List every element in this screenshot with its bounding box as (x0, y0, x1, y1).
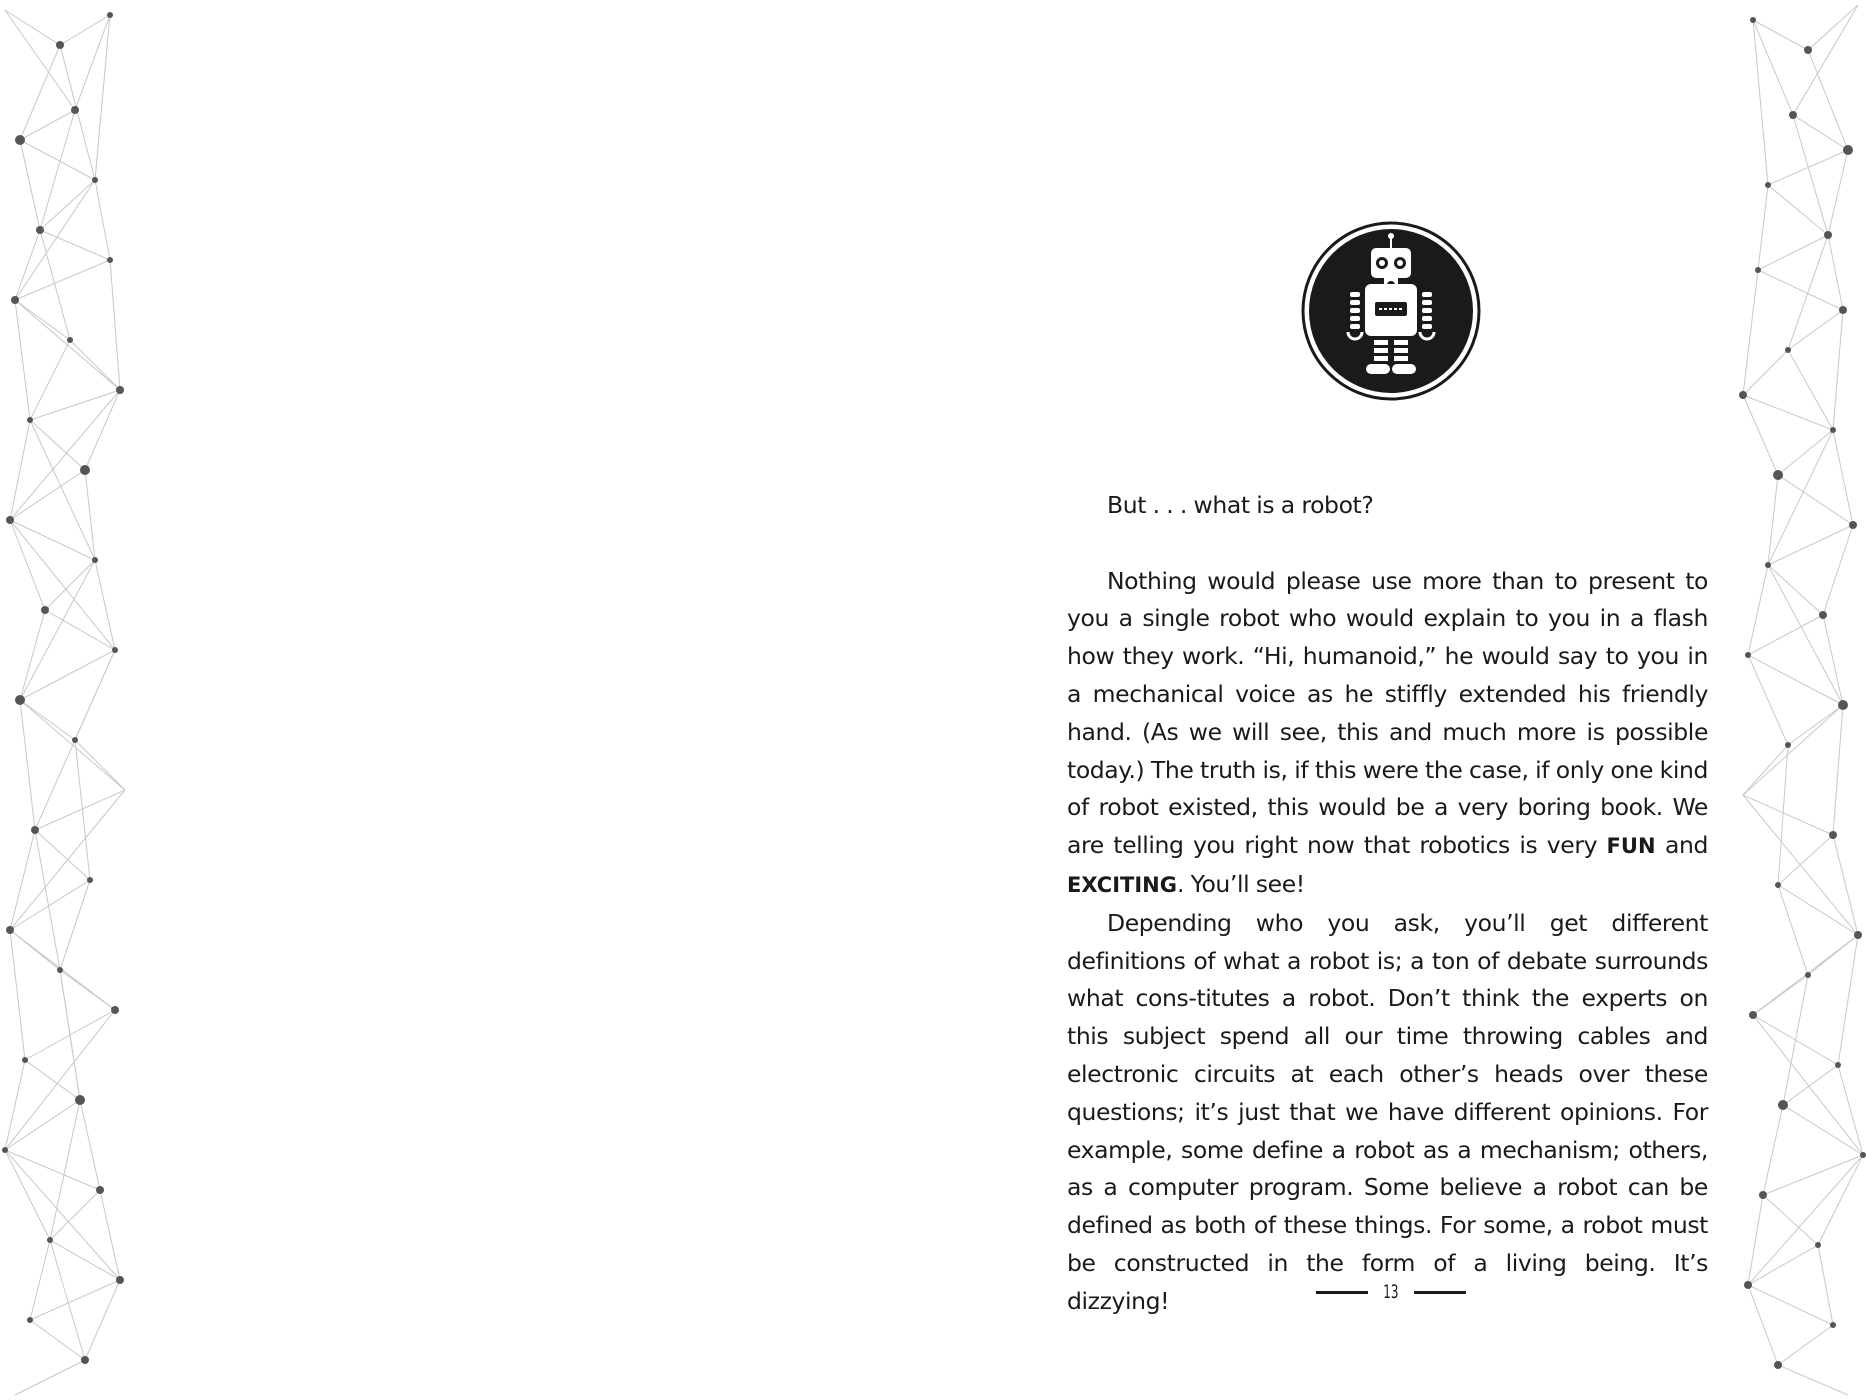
body-text (1067, 487, 1708, 1321)
page-number: 13 (1383, 1281, 1399, 1303)
paragraph-1-part-b: and (1655, 831, 1708, 860)
robot-emblem (1300, 220, 1482, 402)
network-pattern-right (1738, 0, 1866, 1400)
network-pattern-right-svg (1738, 0, 1866, 1400)
footer-rule-left (1316, 1291, 1368, 1294)
paragraph-1 (1067, 563, 1708, 905)
paragraph-2: Depending who you ask, you’ll get different definitions of what a robot is; a ton of debate surrounds what cons-titutes a robot. Don’t think the experts on this subject spend all our time throwing cables and electronic circuits at each other’s heads over these questions; it’s just that we have different opinions. For example, some define a robot as a mechanism; others, as a computer program. Some believe a robot can be defined as both of these things. For some, a robot must be constructed in the form of a living being. It’s dizzying! (1067, 908, 1708, 1315)
emphasis-exciting: EXCITING (1067, 872, 1177, 897)
paragraph-1-part-a: Nothing would please use more than to present to you a single robot who would explain to you in a flash how they work. “Hi, humanoid,” he would say to you in a mechanical voice as he stiffly extended his friendly hand. (As we will see, this and much more is possible today.) The truth is, if this were the case, if only one kind of robot existed, this would be a very boring book. We are telling you right now that robotics is very (1067, 566, 1708, 860)
footer-rule-right (1414, 1291, 1466, 1294)
network-pattern-left-svg (0, 0, 128, 1400)
emphasis-fun: FUN (1606, 834, 1656, 859)
robot-icon (1300, 220, 1482, 402)
paragraph-1-part-c: . You’ll see! (1176, 869, 1305, 898)
page-footer (1316, 1278, 1466, 1306)
question-paragraph: But . . . what is a robot? (1107, 491, 1374, 519)
network-pattern-left (0, 0, 128, 1400)
